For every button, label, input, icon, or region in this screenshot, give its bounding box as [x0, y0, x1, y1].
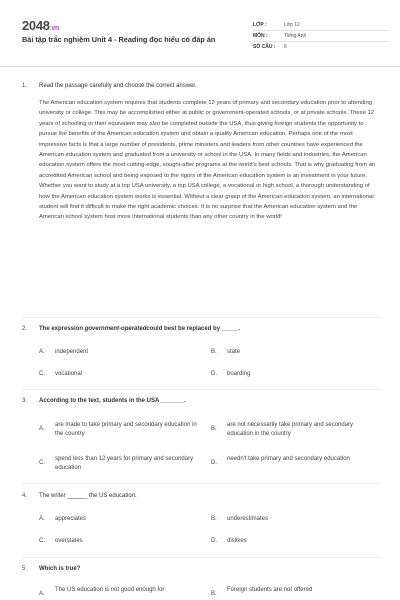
option-letter: A.: [39, 349, 45, 355]
option-text: appreciates: [55, 516, 87, 522]
question-divider: [22, 557, 380, 558]
meta-value: Lớp 12: [284, 21, 300, 28]
option-text: spend less than 12 years for primary and secondary education: [55, 456, 194, 471]
question-divider: [22, 317, 380, 318]
meta-row-count: [253, 41, 393, 52]
option-letter: C.: [39, 460, 45, 466]
option-letter: D.: [211, 460, 217, 466]
option-text: boarding: [227, 371, 251, 377]
option-letter: B.: [211, 426, 217, 432]
meta-key: MÔN :: [253, 32, 268, 39]
option-text: needn't take primary and secondary education: [227, 456, 350, 462]
option-letter: D.: [211, 538, 217, 544]
header-divider: [0, 66, 400, 67]
page-header: [0, 0, 400, 64]
option-text: The US education is not good enough for: [55, 587, 165, 593]
option-letter: A.: [39, 426, 45, 432]
question-prompt: Read the passage carefully and choose the correct answer.: [39, 83, 197, 89]
meta-row-subject: [253, 30, 393, 41]
question-number: 5.: [22, 566, 28, 572]
question-prompt: Which is true?: [39, 566, 81, 572]
option-letter: B.: [211, 349, 217, 355]
option-letter: A.: [39, 516, 45, 522]
question-prompt: [39, 325, 384, 334]
option-text: vocational: [55, 371, 83, 377]
option-text: independent: [55, 349, 89, 355]
option-text: dislikes: [227, 538, 247, 544]
option-letter: D.: [211, 371, 217, 377]
prompt-text: The expression: [39, 326, 85, 332]
reading-passage: The American education system requires that students complete 12 years of primary and secondary education prior to attending university or college. This may be accomplished either at public or government-operated schools, or at private schools. These 12 years of schooling or their equivalent may also be completed outside the USA, thus giving foreign students the opportunity to pursue the benefits of the American education system and obtain a quality American education. Perhaps one of the most impressive facts is that a large number of presidents, prime ministers and leaders from other countries have experienced the American education system and graduated from a university or school in the USA. In many fields and industries, the American education system offers the most cutting-edge, sought-after programs at the world's best schools. That is why graduating from an accredited American school and being exposed to the rigors of the American education system is an investment in your future. Whether you want to study at a top USA university, a top USA college, a vocational or high school, a thorough understanding of how the American education system works is essential. Without a clear grasp of the American education system, an international student will find it difficult to make the right academic choices. It is no surprise that the American education system and the American school system host more international students than any other country in the world!: [39, 100, 376, 221]
logo-main: 2048: [22, 18, 50, 33]
logo-tld: .vn: [49, 25, 59, 32]
meta-key: LỚP :: [253, 21, 267, 28]
option-text: are made to take primary and secondary education in the country: [55, 422, 197, 437]
option-text: underestimates: [227, 516, 269, 522]
option-letter: C.: [39, 538, 45, 544]
option-letter: C.: [39, 371, 45, 377]
option-text: are not necessarily take primary and secondary education in the country: [227, 422, 354, 437]
question-prompt: The writer ______ the US education.: [39, 493, 137, 499]
question-number: 3.: [22, 398, 28, 404]
prompt-emphasis: government-operated: [84, 326, 147, 332]
question-divider: [22, 483, 380, 484]
meta-divider: [253, 30, 390, 31]
meta-value: 6: [284, 43, 287, 50]
site-logo[interactable]: [22, 18, 59, 33]
question-prompt: According to the text, students in the USA _______.: [39, 398, 186, 404]
option-text: overstates: [55, 538, 83, 544]
meta-divider: [253, 41, 390, 42]
option-text: state: [227, 349, 241, 355]
option-letter: B.: [211, 516, 217, 522]
document-meta: [253, 19, 393, 52]
prompt-text: could best be replaced by _____.: [146, 326, 241, 332]
meta-key: SỐ CÂU :: [253, 43, 276, 50]
meta-value: Tiếng Anh: [284, 32, 307, 39]
option-letter: B.: [211, 591, 217, 597]
meta-row-class: [253, 19, 393, 30]
question-divider: [22, 389, 380, 390]
option-letter: A.: [39, 591, 45, 597]
document-title: Bài tập trắc nghiệm Unit 4 - Reading đọc hiểu có đáp án: [22, 35, 216, 44]
option-text: Foreign students are not offered: [227, 587, 313, 593]
question-number: 4.: [22, 493, 28, 499]
question-number: 1.: [22, 83, 28, 89]
question-number: 2.: [22, 326, 28, 332]
